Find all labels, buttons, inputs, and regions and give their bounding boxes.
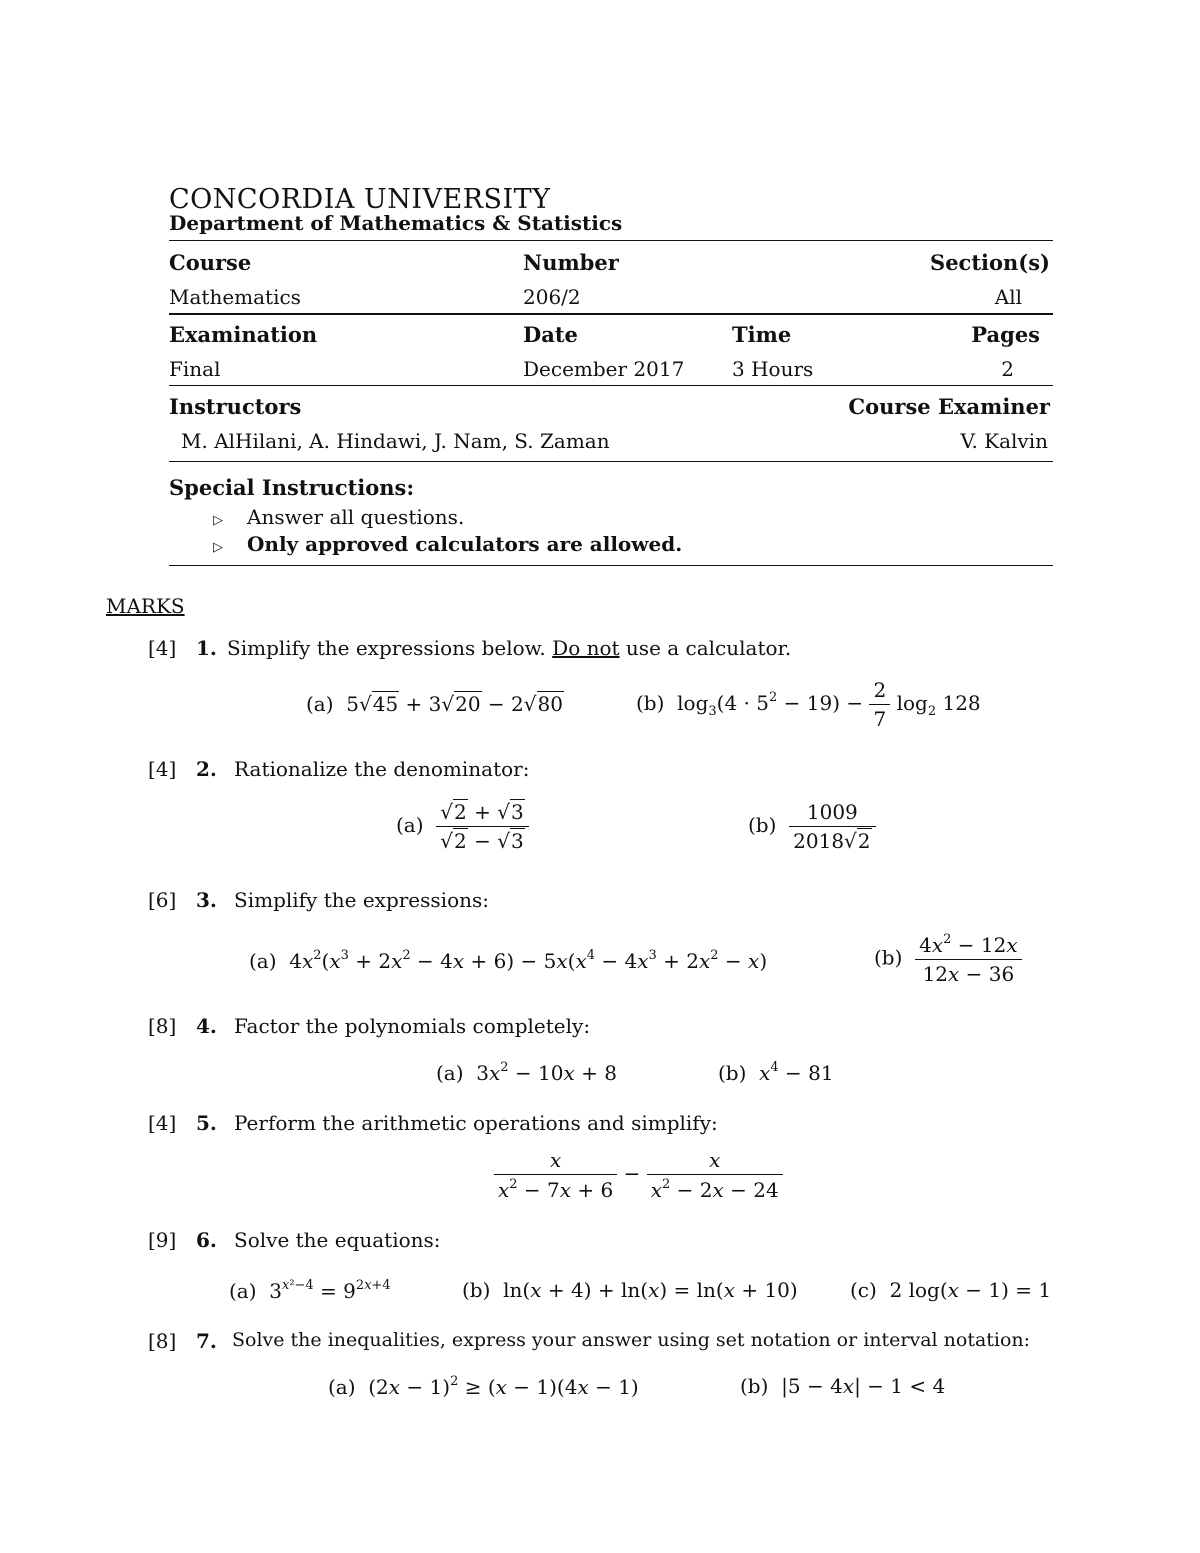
- time-value: 3 Hours: [732, 357, 814, 381]
- instruction-text: Only approved calculators are allowed.: [247, 532, 683, 556]
- question-6a-expression: (a) $3^{x^2-4} = 9^{2x+4}$: [229, 1278, 391, 1303]
- question-1-text: Simplify the expressions below. Do not use a calculator.: [227, 636, 792, 660]
- marks-heading: MARKS: [106, 594, 185, 618]
- divider: [169, 313, 1053, 315]
- question-4a-expression: (a) $3x^2 - 10x + 8$: [436, 1060, 617, 1085]
- instruction-text: Answer all questions.: [247, 505, 465, 529]
- question-6c-expression: (c) 2 log(x − 1) = 1: [850, 1278, 1052, 1302]
- question-4b-expression: (b) $x^4 - 81$: [718, 1060, 834, 1085]
- date-label: Date: [523, 322, 578, 347]
- course-label: Course: [169, 250, 252, 275]
- question-1b-expression: (b) $\log_3(4 \cdot 5^2 - 19)$ − $\frac{2}{7}$ $\log_2 128$: [636, 678, 981, 731]
- question-5-expression: $\frac{x}{x^2 - 7x + 6}$ − $\frac{x}{x^2 - 2x - 24}$: [494, 1148, 783, 1202]
- question-4-number: 4.: [196, 1014, 217, 1038]
- question-2a-expression: (a) $\frac{√2 + √3}{√2 - √3}$: [396, 800, 529, 853]
- triangle-bullet-icon: ▷: [213, 513, 223, 528]
- sections-label: Section(s): [930, 250, 1050, 275]
- instruction-item: [213, 532, 682, 556]
- course-value: Mathematics: [169, 285, 301, 309]
- question-6b-expression: (b) ln(x + 4) + ln(x) = ln(x + 10): [462, 1278, 798, 1302]
- instruction-item: [213, 505, 464, 529]
- triangle-bullet-icon: ▷: [213, 540, 223, 555]
- question-1a-expression: (a) 5√45 + 3√20 − 2√80: [306, 692, 563, 716]
- date-value: December 2017: [523, 357, 685, 381]
- instructors-label: Instructors: [169, 394, 302, 419]
- question-5-marks: [4]: [148, 1111, 177, 1135]
- examination-label: Examination: [169, 322, 318, 347]
- time-label: Time: [732, 322, 792, 347]
- question-5-number: 5.: [196, 1111, 217, 1135]
- divider: [169, 565, 1053, 566]
- divider: [169, 385, 1053, 386]
- instructors-value: M. AlHilani, A. Hindawi, J. Nam, S. Zaman: [181, 429, 610, 453]
- question-2-number: 2.: [196, 757, 217, 781]
- question-4-text: Factor the polynomials completely:: [234, 1014, 591, 1038]
- examiner-label: Course Examiner: [848, 394, 1050, 419]
- question-6-number: 6.: [196, 1228, 217, 1252]
- question-6-text: Solve the equations:: [234, 1228, 441, 1252]
- number-value: 206/2: [523, 285, 581, 309]
- question-3-text: Simplify the expressions:: [234, 888, 489, 912]
- question-6-marks: [9]: [148, 1228, 177, 1252]
- pages-label: Pages: [971, 322, 1040, 347]
- question-5-text: Perform the arithmetic operations and simplify:: [234, 1111, 718, 1135]
- question-7-number: 7.: [196, 1329, 217, 1353]
- sections-value: All: [994, 285, 1022, 309]
- question-7-marks: [8]: [148, 1329, 177, 1353]
- question-4-marks: [8]: [148, 1014, 177, 1038]
- question-2b-expression: (b) $\frac{1009}{2018√2}$: [748, 800, 876, 853]
- university-name: CONCORDIA UNIVERSITY: [169, 184, 551, 215]
- examiner-value: V. Kalvin: [960, 429, 1048, 453]
- question-1-marks: [4]: [148, 636, 177, 660]
- number-label: Number: [523, 250, 619, 275]
- question-7a-expression: (a) $(2x - 1)^2 \ge (x - 1)(4x - 1)$: [328, 1374, 639, 1399]
- divider: [169, 240, 1053, 241]
- department-name: Department of Mathematics & Statistics: [169, 211, 623, 235]
- question-3a-expression: (a) $4x^2(x^3 + 2x^2 - 4x + 6) - 5x(x^4 - 4x^3 + 2x^2 - x)$: [249, 948, 768, 973]
- question-3-marks: [6]: [148, 888, 177, 912]
- question-2-text: Rationalize the denominator:: [234, 757, 530, 781]
- examination-value: Final: [169, 357, 221, 381]
- question-3-number: 3.: [196, 888, 217, 912]
- question-2-marks: [4]: [148, 757, 177, 781]
- divider: [169, 461, 1053, 462]
- question-1-number: 1.: [196, 636, 217, 660]
- question-3b-expression: (b) $\frac{4x^2 - 12x}{12x - 36}$: [874, 932, 1022, 986]
- pages-value: 2: [1001, 357, 1014, 381]
- question-7-text: Solve the inequalities, express your answer using set notation or interval notation:: [232, 1329, 1031, 1351]
- question-7b-expression: (b) |5 − 4x| − 1 < 4: [740, 1374, 946, 1398]
- special-instructions-label: Special Instructions:: [169, 475, 415, 500]
